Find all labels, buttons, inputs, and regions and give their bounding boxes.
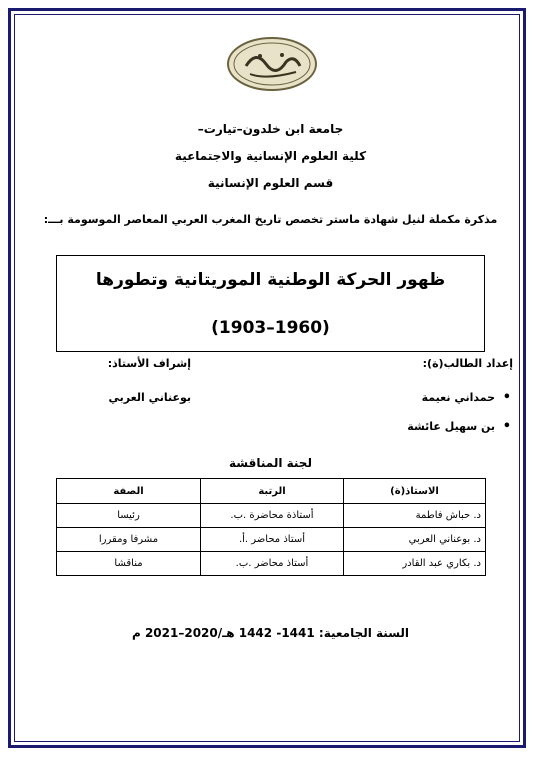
table-header-row <box>57 479 486 504</box>
faculty-name: كلية العلوم الإنسانية والاجتماعية <box>174 149 367 163</box>
university-logo <box>226 36 318 92</box>
column-header: الصفة <box>57 479 201 504</box>
member-rank: أستاذة محاضرة .ب. <box>201 504 344 528</box>
column-header: الاستاذ(ة) <box>344 479 486 504</box>
university-name: جامعة ابن خلدون–تيارت– <box>197 122 344 136</box>
member-role: مشرفا ومقررا <box>57 528 201 552</box>
students-label: إعداد الطالب(ة): <box>422 357 513 370</box>
supervisor-label: إشراف الأستاذ: <box>107 357 191 370</box>
committee-title: لجنة المناقشة <box>229 456 312 470</box>
student-name: حمداني نعيمة • <box>422 391 495 404</box>
thesis-title: ظهور الحركة الوطنية الموريتانية وتطورها <box>95 270 446 290</box>
member-name: د. بكاري عبد القادر <box>344 552 486 576</box>
memo-description: مذكرة مكملة لنيل شهادة ماستر تخصص تاريخ المغرب العربي المعاصر الموسومة بـــ: <box>43 213 498 226</box>
member-rank: أستاذ محاضر .ب. <box>201 552 344 576</box>
member-name: د. حباش فاطمة <box>344 504 486 528</box>
department-name: قسم العلوم الإنسانية <box>207 176 334 190</box>
thesis-years: (1903–1960) <box>211 318 330 338</box>
student-name: بن سهيل عائشة • <box>407 420 495 433</box>
academic-year: السنة الجامعية: 1441- 1442 هـ/2020–2021 م <box>131 626 410 640</box>
supervisor-name: بوعناني العربي <box>108 391 191 404</box>
member-rank: أستاذ محاضر .أ. <box>201 528 344 552</box>
member-name: د. بوعناني العربي <box>344 528 486 552</box>
column-header: الرتبة <box>201 479 344 504</box>
member-role: مناقشا <box>57 552 201 576</box>
member-role: رئيسا <box>57 504 201 528</box>
table-row <box>57 504 486 528</box>
table-row <box>57 552 486 576</box>
thesis-title-box <box>56 255 485 352</box>
committee-table <box>56 478 486 576</box>
table-row <box>57 528 486 552</box>
